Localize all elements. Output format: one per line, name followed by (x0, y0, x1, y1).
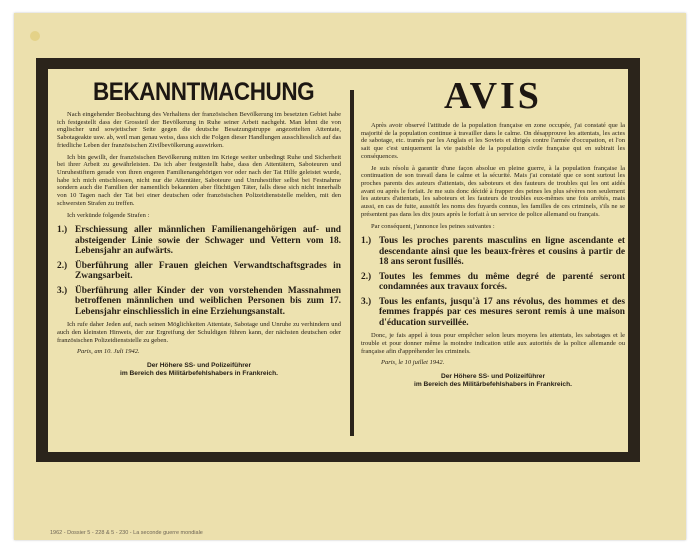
signature-line-1: Der Höhere SS- und Polizeiführer (146, 361, 252, 369)
signature-line-1: Der Höhere SS- und Polizeiführer (440, 372, 546, 380)
german-title: BEKANNTMACHUNG (93, 78, 315, 106)
french-penalty-list (361, 236, 625, 328)
penalty-number: 3.) (361, 296, 372, 307)
signature-line-2: im Bereich des Militärbefehlshabers in Frankreich. (120, 370, 278, 378)
french-penalty-2 (361, 272, 625, 293)
german-paragraph-1: Nach eingehender Beobachtung des Verhaltens der französischen Bevölkerung im besetzten Gebiet habe ich festgestellt dass der Grossteil der Bevölkerung in Ruhe seiner Arbeit nachgeht. Man lehnt die von englischer und sowjetischer Seite gegen die deutsche Besatzungstruppe angezettelten Attentate, Sabotageakte usw. ab, weil man genau weiss, dass sich die Folgen dieser Handlungen ausschliesslich auf das friedliche Leben der französischen Zivilbevölkerung auswirken. (57, 111, 341, 149)
penalty-text: Tous les proches parents masculins en ligne ascendante et descendante ainsi que les beaux-frères et cousins à partir de 18 ans seront fusillés. (379, 236, 625, 268)
german-dateline: Paris, am 10. Juli 1942. (77, 348, 140, 356)
french-lead: Par conséquent, j'annonce les peines suivantes : (371, 223, 495, 231)
french-title: AVIS (444, 75, 542, 117)
french-signature (361, 373, 625, 390)
german-signature (57, 362, 341, 379)
french-penalty-1 (361, 236, 625, 268)
french-column (361, 70, 625, 390)
penalty-text: Tous les enfants, jusqu'à 17 ans révolus, des hommes et des femmes frappés par ces mesures seront remis à une maison d'éducation surveillée. (379, 296, 625, 328)
penalty-number: 1.) (57, 225, 68, 236)
german-closing: Ich rufe daher Jeden auf, nach seinen Möglichkeiten Attentate, Sabotage und Unruhe zu verhindern und auch den kleinsten Hinweis, der zur Ergreifung der Schuldigen führen kann, der nächsten deutschen oder französischen Polizeidienststelle zu geben. (57, 321, 341, 344)
penalty-text: Überführung aller Kinder der von vorstehenden Massnahmen betroffenen männlichen und weiblichen Personen bis zum 17. Lebensjahr einschliesslich in eine Erziehungsanstalt. (75, 285, 341, 317)
french-paragraph-2: Je suis résolu à garantir d'une façon absolue en pleine guerre, à la population française la continuation de son travail dans le calme et la sécurité. Mais j'ai constaté que ce sont surtout les proches parents des auteurs d'attentats, des saboteurs et des fauteurs de troubles qui les ont aidés avant ou après le forfait. Je me suis donc décidé à frapper des peines les plus sévères non seulement les auteurs d'attentats, les saboteurs et les fauteurs de troubles eux-mêmes une fois arrêtés, mais aussi, en cas de fuite, aussitôt les noms des fuyards connus, les familles de ces criminels, s'ils ne se présentent pas dans les dix jours après le forfait à un service de police allemand ou français. (361, 164, 625, 218)
penalty-number: 1.) (361, 236, 372, 247)
german-penalty-1 (57, 225, 341, 257)
french-closing: Donc, je fais appel à tous pour empêcher selon leurs moyens les attentats, les sabotages et le trouble et pour donner même la moindre indication utile aux autorités de la police allemande ou française afin d'appréhender les criminels. (361, 332, 625, 355)
signature-line-2: im Bereich des Militärbefehlshabers in Frankreich. (414, 381, 572, 389)
german-lead: Ich verkünde folgende Strafen : (67, 212, 150, 220)
french-dateline: Paris, le 10 juillet 1942. (381, 359, 445, 367)
german-column (57, 70, 341, 379)
column-divider (350, 90, 354, 436)
penalty-number: 3.) (57, 285, 68, 296)
german-penalty-2 (57, 261, 341, 282)
penalty-text: Erschiessung aller männlichen Familienangehörigen auf- und absteigender Linie sowie der Schwager und Vettern vom 18. Lebensjahr an aufwärts. (75, 225, 341, 257)
penalty-number: 2.) (361, 271, 372, 282)
german-penalty-3 (57, 286, 341, 318)
penalty-text: Toutes les femmes du même degré de parenté seront condamnées aux travaux forcés. (379, 271, 625, 293)
french-paragraph-1: Après avoir observé l'attitude de la population française en zone occupée, j'ai constaté que la majorité de la population continue à travailler dans le calme. On désapprouve les attentats, les actes de sabotage, etc. tramés par les Anglais et les Soviets et dirigés contre l'armée d'occupation, et l'on sait que c'est uniquement la vie paisible de la population civile française qui en subirait les conséquences. (361, 122, 625, 160)
german-penalty-list (57, 225, 341, 317)
german-paragraph-2: Ich bin gewillt, der französischen Bevölkerung mitten im Kriege weiter unbedingt Ruhe und Sicherheit bei ihrer Arbeit zu gewährleisten. Da ich aber festgestellt habe, dass den Attentätern, Saboteuren und Unruhestiftern gerade von ihren engeren Familienangehörigen vor oder nach der Tat Hilfe geleistet wurde, habe ich mich entschlossen, nicht nur die Attentäter, Saboteure und Unruhestifter selbst bei Festnahme sondern auch die Familien der namentlich bekannten aber flüchtigen Täter, falls diese sich nicht innerhalb von 10 Tagen nach der Tat bei einer deutschen oder französischen Polizeidienststelle melden, mit den schwersten Strafen zu treffen. (57, 153, 341, 207)
paper-stain (30, 31, 40, 41)
archive-footer: 1962 - Dossier 5 - 228 & 5 - 230 - La seconde guerre mondiale (50, 530, 203, 536)
french-penalty-3 (361, 297, 625, 329)
penalty-text: Überführung aller Frauen gleichen Verwandtschaftsgrades in Zwangsarbeit. (75, 260, 341, 282)
penalty-number: 2.) (57, 260, 68, 271)
